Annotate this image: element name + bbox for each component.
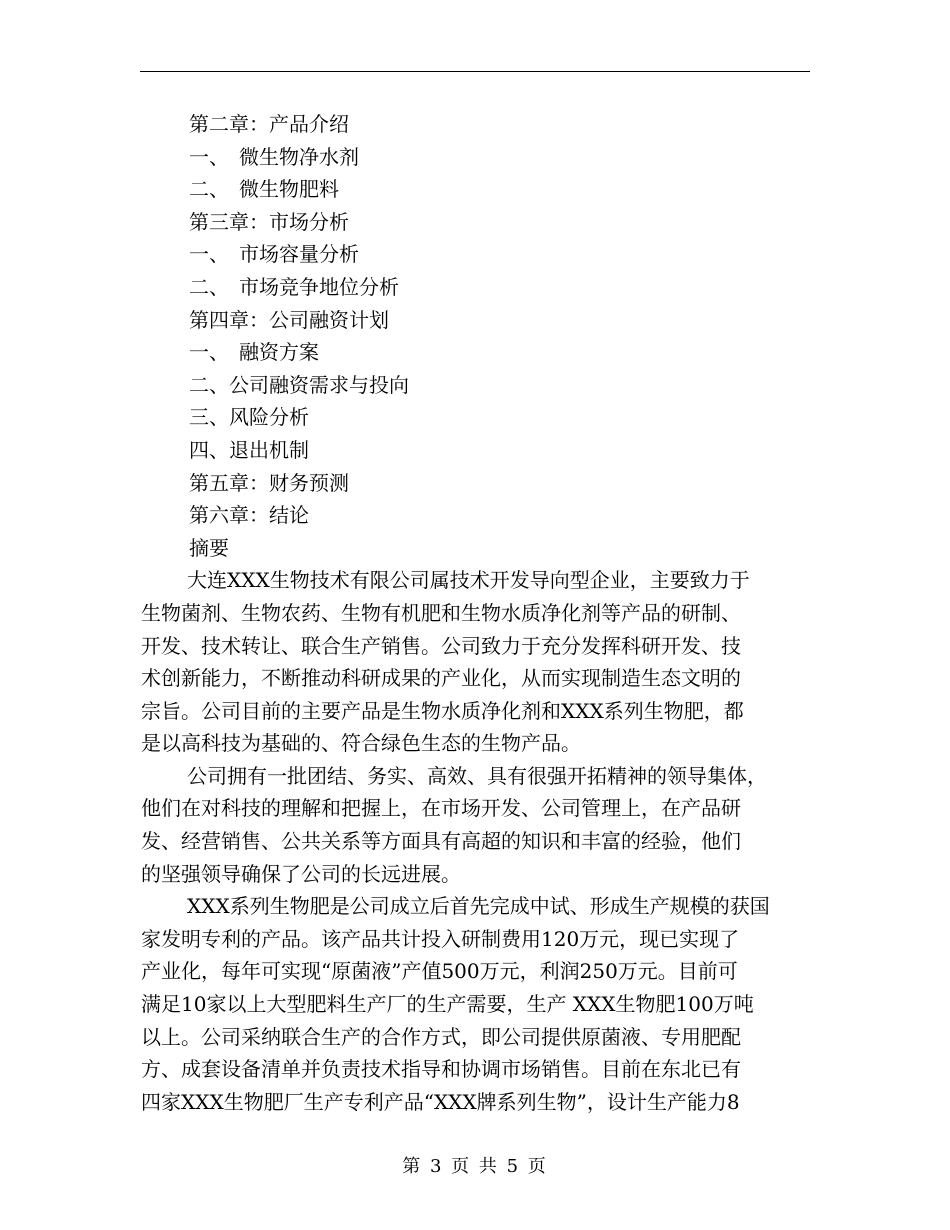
paragraph-line: 生物菌剂、生物农药、生物有机肥和生物水质净化剂等产品的研制、 [141, 600, 741, 625]
paragraph-company-intro [141, 564, 809, 760]
toc-line: 二、 市场竞争地位分析 [189, 274, 399, 299]
paragraph-line: 宗旨。公司目前的主要产品是生物水质净化剂和XXX系列生物肥，都 [141, 698, 744, 723]
paragraph-line: 家发明专利的产品。该产品共计投入研制费用120万元，现已实现了 [141, 926, 740, 951]
paragraph-line: 是以高科技为基础的、符合绿色生态的生物产品。 [141, 731, 581, 756]
document-body [141, 108, 809, 1118]
toc-line: 第五章：财务预测 [189, 470, 349, 495]
header-rule [140, 71, 810, 72]
toc-line: 第四章：公司融资计划 [189, 307, 389, 332]
toc-line: 第三章：市场分析 [189, 209, 349, 234]
paragraph-line: 产业化，每年可实现“原菌液”产值500万元，利润250万元。目前可 [141, 959, 738, 984]
paragraph-line: 他们在对科技的理解和把握上，在市场开发、公司管理上，在产品研 [141, 796, 741, 821]
toc-line: 一、 微生物净水剂 [189, 144, 359, 169]
toc-line: 二、 微生物肥料 [189, 177, 339, 202]
paragraph-line: 以上。公司采纳联合生产的合作方式，即公司提供原菌液、专用肥配 [141, 1024, 741, 1049]
paragraph-line: 发、经营销售、公共关系等方面具有高超的知识和丰富的经验，他们 [141, 829, 741, 854]
page-footer: 第 3 页 共 5 页 [402, 1156, 548, 1177]
paragraph-line: 满足10家以上大型肥料生产厂的生产需要，生产 XXX生物肥100万吨 [141, 992, 754, 1017]
paragraph-line: 四家XXX生物肥厂生产专利产品“XXX牌系列生物”，设计生产能力8 [141, 1089, 740, 1114]
abstract-heading: 摘要 [189, 535, 229, 560]
paragraph-line: 术创新能力，不断推动科研成果的产业化，从而实现制造生态文明的 [141, 666, 741, 691]
toc-line: 三、风险分析 [189, 405, 309, 430]
paragraph-line: 开发、技术转让、联合生产销售。公司致力于充分发挥科研开发、技 [141, 633, 741, 658]
paragraph-line: 公司拥有一批团结、务实、高效、具有很强开拓精神的领导集体， [187, 763, 767, 788]
toc-line: 第六章：结论 [189, 503, 309, 528]
toc-line: 一、 融资方案 [189, 340, 319, 365]
paragraph-product [141, 890, 809, 1118]
toc-line: 第二章：产品介绍 [189, 112, 349, 136]
table-of-contents [141, 108, 809, 532]
paragraph-leadership [141, 760, 809, 890]
paragraph-line: 方、成套设备清单并负责技术指导和协调市场销售。目前在东北已有 [141, 1057, 741, 1082]
toc-line: 二、公司融资需求与投向 [189, 372, 409, 397]
paragraph-line: 大连XXX生物技术有限公司属技术开发导向型企业，主要致力于 [187, 568, 750, 593]
paragraph-line: XXX系列生物肥是公司成立后首先完成中试、形成生产规模的获国 [187, 894, 770, 919]
toc-line: 四、退出机制 [189, 437, 309, 462]
paragraph-line: 的坚强领导确保了公司的长远进展。 [141, 861, 461, 886]
toc-line: 一、 市场容量分析 [189, 242, 359, 267]
